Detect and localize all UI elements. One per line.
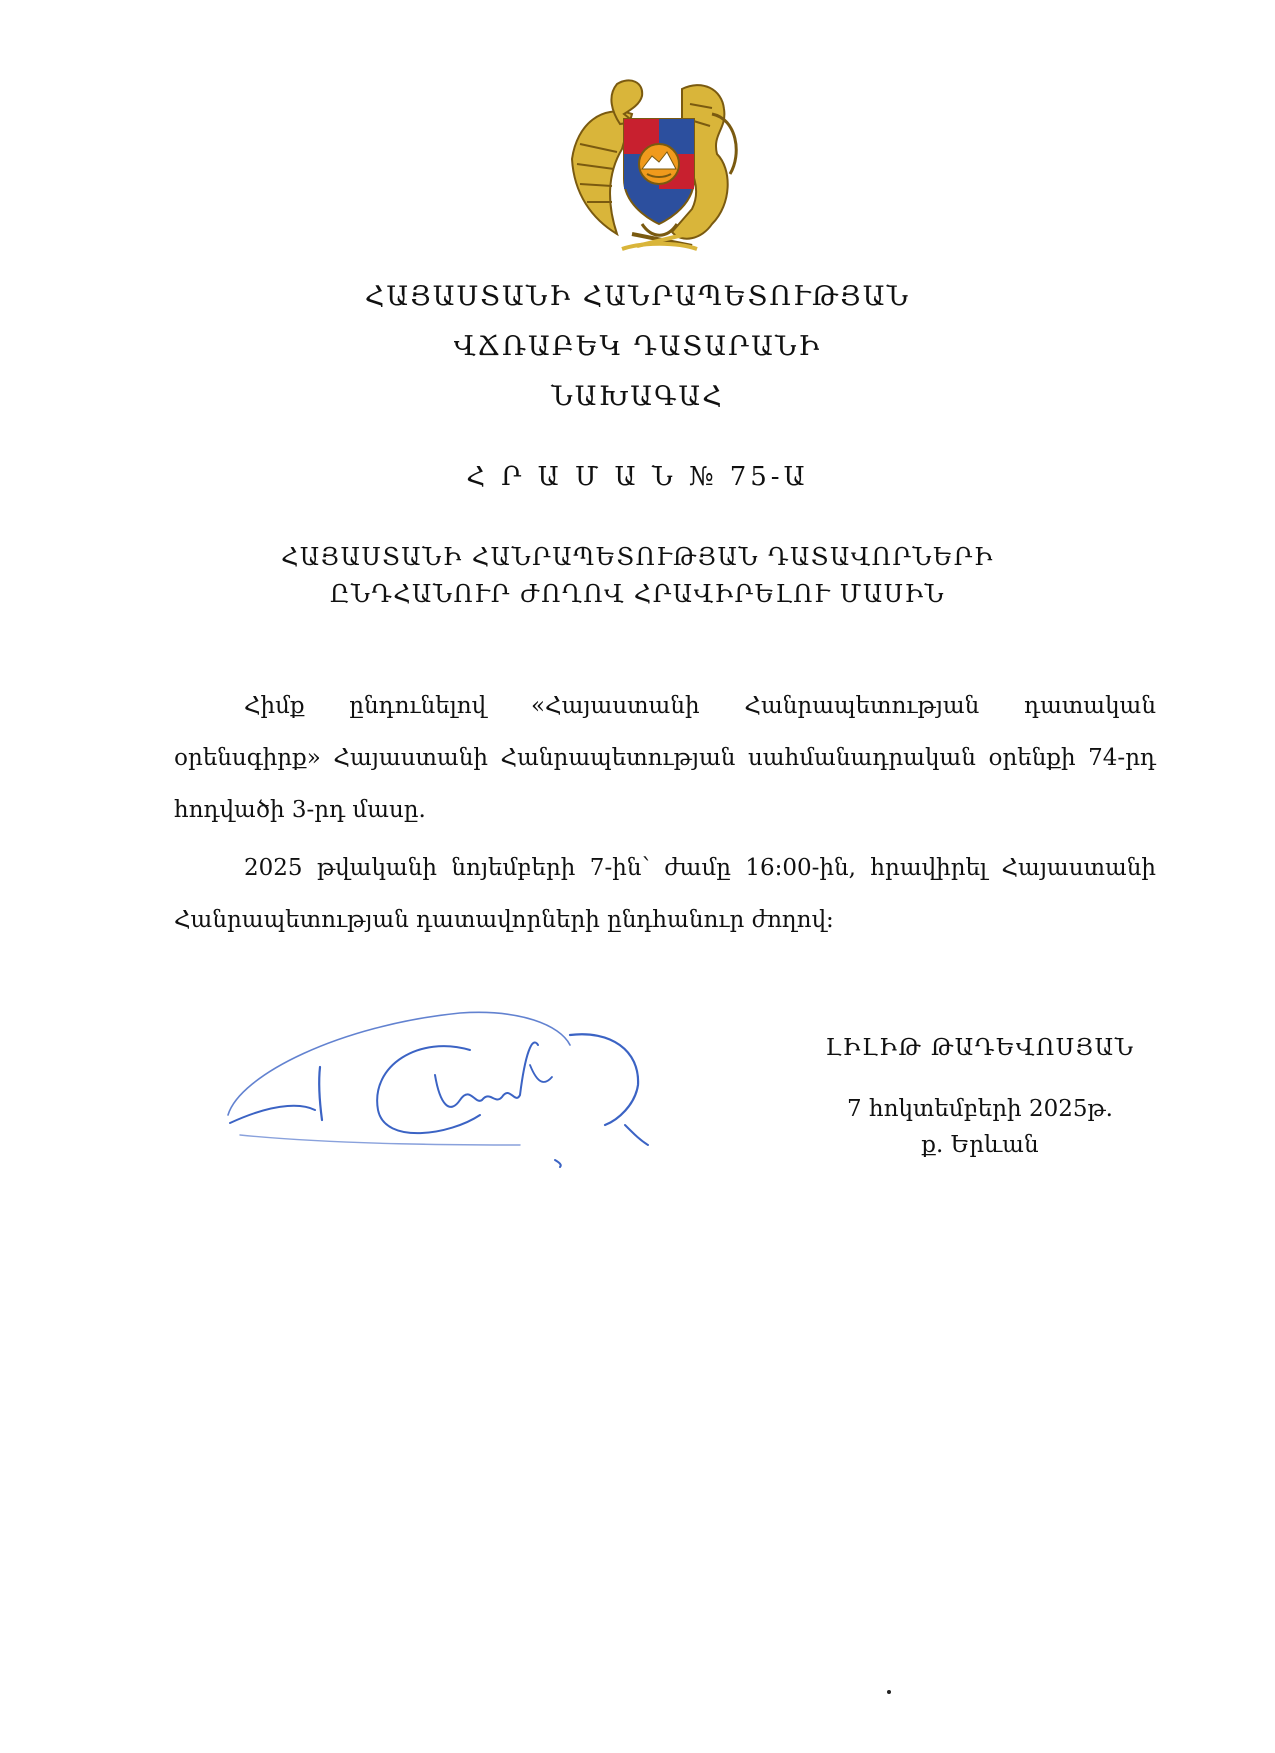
order-title: Հ Ր Ա Մ Ա Ն № 75-Ա (466, 462, 809, 492)
body-paragraph-basis: Հիմք ընդունելով «Հայաստանի Հանրապետության դատական օրենսգիրք» Հայաստանի Հանրապետության սահմանադրական օրենքի 74-րդ հոդվածի 3-րդ մասը. (174, 693, 1156, 823)
issuer-line-position: ՆԱԽԱԳԱՀ (551, 381, 724, 412)
issuer-line-country: ՀԱՅԱՍՏԱՆԻ ՀԱՆՐԱՊԵՏՈՒԹՅԱՆ (364, 281, 911, 312)
issuer-header (0, 272, 1275, 422)
signing-date: 7 հոկտեմբերի 2025թ. (847, 1096, 1113, 1122)
order-body (174, 680, 1156, 952)
signing-place: ք. Երևան (921, 1132, 1039, 1158)
issuer-line-court: ՎՃՌԱԲԵԿ ԴԱՏԱՐԱՆԻ (453, 331, 822, 362)
scan-speck (887, 1690, 891, 1694)
subject-line-2: ԸՆԴՀԱՆՈՒՐ ԺՈՂՈՎ ՀՐԱՎԻՐԵԼՈՒ ՄԱՍԻՆ (329, 580, 946, 608)
handwritten-signature (220, 1005, 740, 1195)
body-paragraph-decision: 2025 թվականի նոյեմբերի 7-ին՝ ժամը 16:00-ին, հրավիրել Հայաստանի Հանրապետության դատավորների ընդհանուր ժողով: (174, 855, 1156, 933)
subject-line-1: ՀԱՅԱՍՏԱՆԻ ՀԱՆՐԱՊԵՏՈՒԹՅԱՆ ԴԱՏԱՎՈՐՆԵՐԻ (281, 543, 994, 571)
order-subject (0, 539, 1275, 613)
signer-block (820, 1035, 1140, 1163)
signer-name: ԼԻԼԻԹ ԹԱԴԵՎՈՍՅԱՆ (825, 1035, 1135, 1061)
coat-of-arms-emblem (562, 74, 754, 254)
